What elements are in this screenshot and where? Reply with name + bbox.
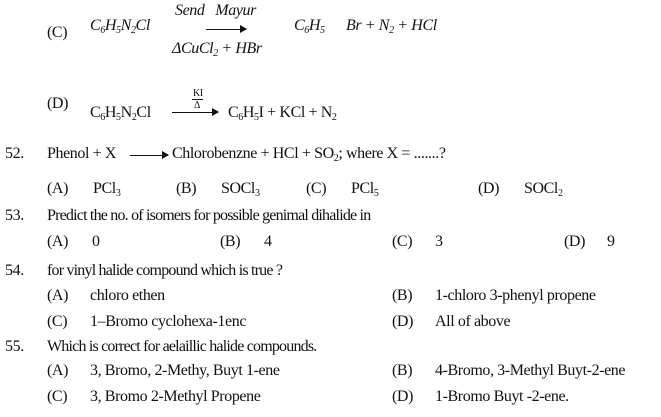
option-text: PCl$_5$	[351, 180, 379, 199]
reactant-formula: $C_6H_5N_2Cl$	[90, 17, 150, 36]
reagent-below-arrow: ΔCuCl$_2$ + HBr	[172, 40, 262, 59]
question-text: Phenol + X	[47, 145, 117, 162]
option-label: (C)	[47, 388, 68, 405]
option-label: (B)	[220, 233, 241, 250]
question-number: 54.	[5, 262, 24, 279]
reagent-above-arrow: KI	[193, 88, 203, 99]
option-text: All of above	[435, 313, 511, 330]
option-label: (D)	[478, 180, 500, 197]
option-text: 9	[607, 233, 615, 250]
option-text: SOCl$_2$	[524, 180, 563, 199]
reaction-arrow	[130, 155, 168, 156]
option-label: (B)	[392, 362, 413, 379]
option-label: (D)	[392, 313, 414, 330]
option-label: (C)	[306, 180, 327, 197]
option-label: (A)	[47, 287, 69, 304]
option-text: 1–Bromo cyclohexa-1enc	[90, 313, 247, 330]
option-label: (C)	[47, 313, 68, 330]
option-text: PCl$_3$	[93, 180, 121, 199]
question-number: 52.	[5, 145, 24, 162]
option-label: (A)	[47, 362, 69, 379]
option-text: 4	[264, 233, 272, 250]
question-text: Which is correct for aelaillic halide compounds.	[47, 338, 317, 355]
option-text: 3	[435, 233, 443, 250]
question-number: 53.	[5, 207, 24, 224]
reaction-arrow	[206, 29, 246, 30]
question-text-cont: Chlorobenzne + HCl + $SO_2$; where X = .......?	[172, 145, 446, 164]
option-text: SOCl$_3$	[221, 180, 260, 199]
product-formula: $C_6H_5I$ + KCl + $N_2$	[228, 104, 337, 123]
question-text: for vinyl halide compound which is true ?	[47, 262, 283, 279]
option-label: (C)	[392, 233, 413, 250]
option-label: (A)	[47, 233, 69, 250]
product-formula-rest: $Br + N_2$ + HCl	[346, 17, 437, 36]
option-label: (D)	[564, 233, 586, 250]
reagent-below-arrow: Δ	[194, 100, 201, 111]
reactant-formula: $C_6H_5N_2Cl$	[90, 104, 151, 123]
option-label: (A)	[47, 180, 69, 197]
option-text: 3, Bromo 2-Methyl Propene	[90, 388, 261, 405]
reaction-arrow	[172, 112, 218, 113]
option-text: 4-Bromo, 3-Methyl Buyt-2-ene	[435, 362, 626, 379]
option-text: 1-chloro 3-phenyl propene	[435, 287, 596, 304]
option-label: (B)	[176, 180, 197, 197]
option-text: chloro ethen	[90, 287, 165, 304]
option-label: (C)	[47, 24, 68, 41]
option-text: 1-Bromo Buyt -2-ene.	[435, 388, 569, 405]
option-text: 3, Bromo, 2-Methy, Buyt 1-ene	[90, 362, 280, 379]
option-label: (D)	[47, 95, 69, 112]
product-formula: $C_6H_5$	[294, 17, 325, 36]
reagent-above-arrow: Send Mayur	[175, 2, 256, 19]
option-text: 0	[92, 233, 100, 250]
question-number: 55.	[5, 338, 24, 355]
option-label: (D)	[392, 388, 414, 405]
option-label: (B)	[392, 287, 413, 304]
question-text: Predict the no. of isomers for possible genimal dihalide in	[47, 207, 371, 224]
